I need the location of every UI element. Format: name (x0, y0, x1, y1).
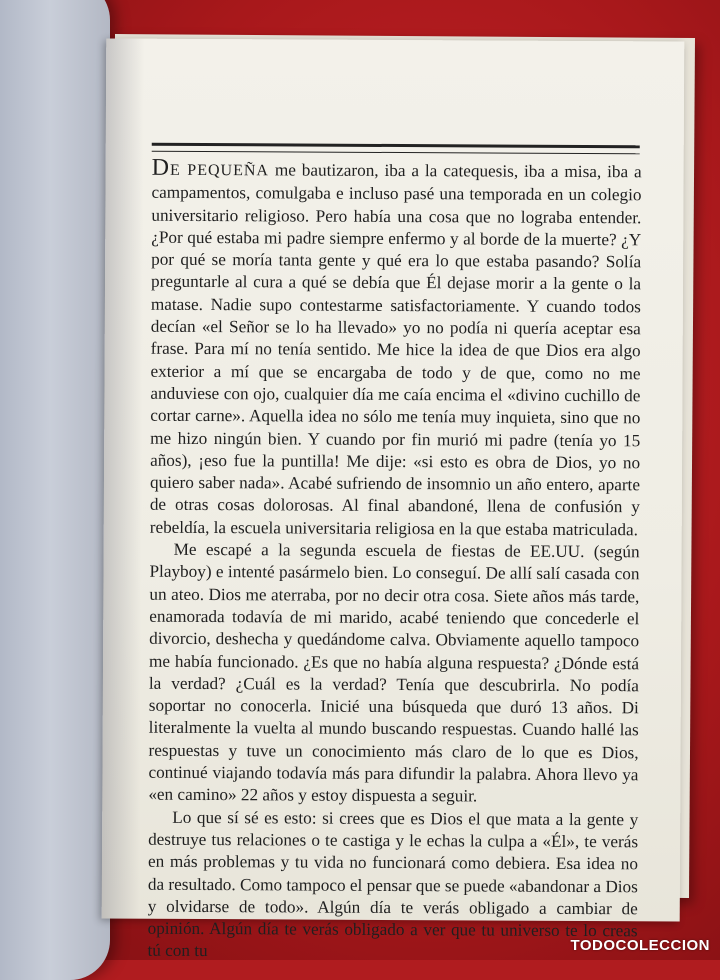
left-page-edge (0, 0, 110, 980)
paragraph-1 (149, 154, 642, 542)
drop-cap: D (151, 154, 171, 181)
page-gutter-shadow (102, 38, 145, 918)
small-caps-lead: E PEQUEÑA (169, 161, 270, 180)
watermark: TODOCOLECCION (570, 937, 710, 954)
paragraph-1-text: me bautizaron, iba a la catequesis, iba a misa, iba a campamentos, comulgaba e incluso pasé una temporada en un colegio universitario religioso. Pero había una cosa que no lograba entender. ¿Por qué estaba mi padre siempre enfermo y al borde de la muerte? ¿Y por qué se moría tanta gente y qué era lo que estaba pasando? Solía preguntarle al cura a qué se debía que Él dejase morir a la gente o la matase. Nadie supo contestarme satisfactoriamente. Y cuando todos decían «el Señor se lo ha llevado» yo no podía ni quería aceptar esa frase. Para mí no tenía sentido. Me hice la idea de que Dios era algo exterior a mí que se encargaba de todo y de que, como no me anduviese con ojo, cualquier día me caía encima el «divino cuchillo de cortar carne». Aquella idea no sólo me tenía muy inquieta, sino que no me hizo ningún bien. Y cuando por fin murió mi padre (tenía yo 15 años), ¡eso fue la puntilla! Me dije: «si esto es obra de Dios, yo no quiero saber nada». Acabé sufriendo de insomnio un año entero, aparte de otras cosas dolorosas. Al final abandoné, llena de confusión y rebeldía, la escuela universitaria religiosa en la que estaba matriculada. (149, 160, 642, 540)
body-text (147, 154, 642, 965)
decorative-rule (152, 143, 640, 155)
paragraph-3: Lo que sí sé es esto: si crees que es Dios el que mata a la gente y destruye tus relaciones o te castiga y le echas la culpa a «Él», te verás en más problemas y tu vida no funcionará como debiera. Esa idea no da resultado. Como tampoco el pensar que se puede «abandonar a Dios y olvidarse de todo». Algún día te verás obligado a cambiar de opinión. Algún día te verás obligado a ver que tu universo te lo creas tú con tu (147, 807, 639, 961)
paragraph-2: Me escapé a la segunda escuela de fiestas de EE.UU. (según Playboy) e intenté pasármelo bien. Lo conseguí. De allí salí casada con un ateo. Dios me aterraba, por no decir otra cosa. Siete años más tarde, enamorada todavía de mi marido, acabé teniendo que concederle el divorcio, deshecha y quedándome calva. Obviamente aquello tampoco me había funcionado. ¿Es que no había alguna respuesta? ¿Dónde está la verdad? ¿Cuál es la verdad? Tenía que descubrirla. No podía soportar no conocerla. Inicié una búsqueda que duró 13 años. Di literalmente la vuelta al mundo buscando respuestas. Cuando hallé las respuestas y tuve un conocimiento más claro de lo que es Dios, continué viajando todavía más para difundir la palabra. Ahora llevo ya «en camino» 22 años y estoy dispuesta a seguir. (148, 539, 640, 806)
